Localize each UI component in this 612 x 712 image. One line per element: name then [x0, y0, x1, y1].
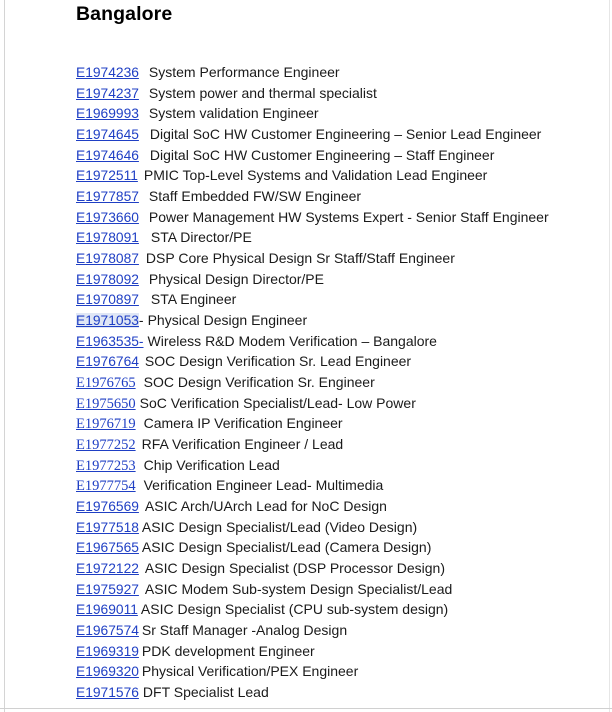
job-id-link[interactable]: E1963535-: [76, 333, 144, 349]
job-row: [76, 372, 549, 393]
job-title: Sr Staff Manager -Analog Design: [141, 622, 348, 639]
job-row: [76, 393, 549, 414]
job-title: STA Engineer: [150, 291, 237, 308]
job-row: [76, 124, 549, 145]
job-title: Physical Verification/PEX Engineer: [141, 663, 359, 680]
job-title: Digital SoC HW Customer Engineering – Staff Engineer: [149, 146, 495, 163]
job-id-link[interactable]: E1974646: [76, 147, 139, 163]
location-heading: Bangalore: [76, 3, 173, 25]
job-id-link[interactable]: E1969319: [76, 643, 139, 659]
job-row: [76, 207, 549, 228]
job-title: Power Management HW Systems Expert - Senior Staff Engineer: [148, 208, 549, 225]
job-title: System Performance Engineer: [148, 64, 340, 80]
job-row: [76, 620, 549, 641]
job-id-link[interactable]: E1967574: [76, 623, 139, 639]
job-row: [76, 331, 549, 352]
job-id-link[interactable]: E1974645: [76, 127, 139, 143]
job-title: Staff Embedded FW/SW Engineer: [148, 188, 362, 205]
job-id-link[interactable]: E1974236: [76, 65, 139, 80]
job-row: [76, 351, 549, 372]
job-title: DSP Core Physical Design Sr Staff/Staff Engineer: [145, 250, 455, 267]
job-row: [76, 558, 549, 579]
job-title: ASIC Design Specialist/Lead (Camera Design): [141, 539, 432, 556]
job-title: SOC Design Verification Sr. Lead Engineer: [144, 353, 412, 370]
job-row: [76, 517, 549, 538]
job-title: Physical Design Director/PE: [148, 270, 324, 287]
job-id-link[interactable]: E1971576: [76, 685, 139, 701]
job-title: SOC Design Verification Sr. Engineer: [143, 374, 375, 391]
job-row: [76, 289, 549, 310]
job-id-link[interactable]: E1976719: [76, 416, 136, 433]
job-title: ASIC Design Specialist (CPU sub-system design): [140, 601, 449, 618]
job-title: System power and thermal specialist: [148, 84, 377, 101]
job-id-link[interactable]: E1969320: [76, 664, 139, 680]
job-id-link[interactable]: E1969993: [76, 106, 139, 122]
page-left-border: [4, 0, 5, 712]
job-id-link[interactable]: E1976764: [76, 354, 139, 370]
job-title: Digital SoC HW Customer Engineering – Senior Lead Engineer: [149, 126, 542, 143]
job-row: [76, 248, 549, 269]
job-list: [76, 62, 549, 703]
job-title: DFT Specialist Lead: [142, 684, 269, 701]
job-id-link[interactable]: E1969011: [76, 602, 138, 618]
job-row: [76, 661, 549, 682]
job-title: Physical Design Engineer: [147, 312, 308, 329]
job-row: [76, 103, 549, 124]
job-id-link[interactable]: E1977857: [76, 189, 139, 205]
job-id-link[interactable]: E1972122: [76, 561, 139, 577]
job-title: Verification Engineer Lead- Multimedia: [143, 477, 384, 494]
job-title: System validation Engineer: [148, 105, 319, 122]
job-title: ASIC Design Specialist/Lead (Video Design): [141, 518, 418, 535]
job-id-link[interactable]: E1975927: [76, 581, 139, 597]
job-id-link[interactable]: E1975650: [76, 395, 136, 412]
job-row: [76, 413, 549, 434]
job-row: [76, 269, 549, 290]
job-row: [76, 186, 549, 207]
job-id-link[interactable]: E1972511: [76, 168, 138, 184]
job-row: [76, 599, 549, 620]
job-title: ASIC Modem Sub-system Design Specialist/Lead: [144, 580, 453, 597]
job-id-link[interactable]: E1977518: [76, 519, 139, 535]
job-title: STA Director/PE: [150, 229, 252, 246]
job-id-link[interactable]: E1974237: [76, 85, 139, 101]
job-title: RFA Verification Engineer / Lead: [141, 436, 344, 453]
job-row: [76, 682, 549, 703]
job-id-link[interactable]: E1970897: [76, 292, 139, 308]
job-title: PDK development Engineer: [141, 642, 315, 659]
job-id-link[interactable]: E1978087: [76, 251, 139, 267]
page-right-border: [609, 0, 610, 712]
job-separator: -: [138, 312, 144, 329]
job-id-link[interactable]: E1977252: [76, 437, 136, 454]
job-row: [76, 165, 549, 186]
job-title: SoC Verification Specialist/Lead- Low Power: [139, 394, 416, 411]
job-id-link[interactable]: E1977754: [76, 478, 136, 495]
job-row: [76, 434, 549, 455]
job-row: [76, 537, 549, 558]
job-title: Camera IP Verification Engineer: [143, 415, 343, 432]
job-id-link[interactable]: E1973660: [76, 209, 139, 225]
job-row: [76, 227, 549, 248]
job-title: ASIC Design Specialist (DSP Processor Design): [144, 560, 445, 577]
job-row: [76, 455, 549, 476]
job-row: [76, 62, 549, 83]
job-row: [76, 579, 549, 600]
job-row: [76, 310, 549, 331]
job-id-link[interactable]: E1976569: [76, 499, 139, 515]
job-id-link[interactable]: E1967565: [76, 540, 139, 556]
job-row: [76, 145, 549, 166]
job-row: [76, 475, 549, 496]
job-id-link[interactable]: E1978092: [76, 271, 139, 287]
job-id-link[interactable]: E1976765: [76, 375, 136, 392]
job-id-link[interactable]: E1971053: [76, 313, 139, 329]
job-row: [76, 83, 549, 104]
job-id-link[interactable]: E1978091: [76, 230, 139, 246]
job-id-link[interactable]: E1977253: [76, 457, 136, 474]
job-title: ASIC Arch/UArch Lead for NoC Design: [144, 498, 387, 515]
job-row: [76, 641, 549, 662]
job-title: Wireless R&D Modem Verification – Bangalore: [147, 332, 437, 349]
page-bottom-border: [0, 708, 612, 709]
job-title: PMIC Top-Level Systems and Validation Lead Engineer: [143, 167, 488, 184]
job-row: [76, 496, 549, 517]
job-title: Chip Verification Lead: [143, 456, 280, 473]
